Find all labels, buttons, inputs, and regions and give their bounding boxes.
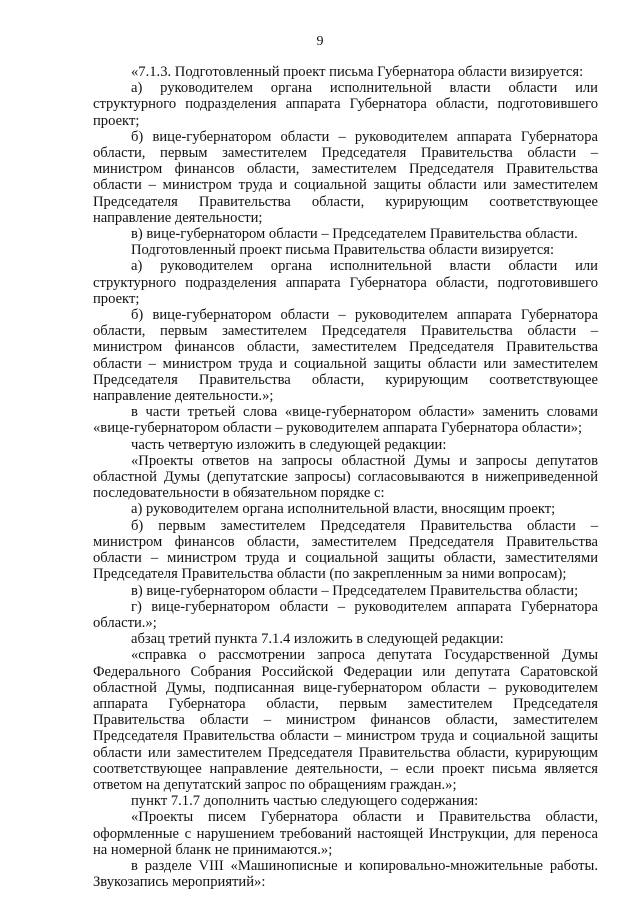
paragraph: б) вице-губернатором области – руководителем аппарата Губернатора области, первым заместителем Председателя Правительства области – министром финансов области, заместителем Председателя Правительства области – министром труда и социальной защиты области или заместителем Председателя Правительства области, курирующим соответствующее направление деятельности.»; xyxy=(93,307,598,405)
paragraph: в разделе VIII «Машинописные и копировально-множительные работы. Звукозапись мероприятий»: xyxy=(93,857,598,891)
paragraph: абзац третий пункта 7.1.4 изложить в следующей редакции: xyxy=(131,631,504,648)
paragraph: б) вице-губернатором области – руководителем аппарата Губернатора области, первым заместителем Председателя Правительства области – министром финансов области, заместителем Председателя Правительства области – министром труда и социальной защиты области или заместителем Председателя Правительства области, курирующим соответствующее направление деятельности; xyxy=(93,128,598,226)
paragraph: г) вице-губернатором области – руководителем аппарата Губернатора области.»; xyxy=(93,598,598,631)
paragraph: в) вице-губернатором области – Председателем Правительства области; xyxy=(131,582,579,599)
paragraph: пункт 7.1.7 дополнить частью следующего содержания: xyxy=(131,793,479,810)
document-body xyxy=(93,64,598,890)
paragraph: в) вице-губернатором области – Председателем Правительства области. xyxy=(131,226,578,243)
paragraph: «Проекты писем Губернатора области и Правительства области, оформленные с нарушением требований настоящей Инструкции, для переноса на номерной бланк не принимаются.»; xyxy=(93,809,598,858)
paragraph: в части третьей слова «вице-губернатором области» заменить словами «вице-губернатором области – руководителем аппарата Губернатора области»; xyxy=(93,404,598,437)
page-number: 9 xyxy=(316,34,324,49)
paragraph: «справка о рассмотрении запроса депутата Государственной Думы Федерального Собрания Российской Федерации или депутата Саратовской областной Думы, подписанная вице-губернатором области – руководителем аппарата Губернатора области, первым заместителем Председателя Правительства области – министром финансов области, заместителем Председателя Правительства области – министром труда и социальной защиты области или заместителем Председателя Правительства области, курирующим соответствующее направление деятельности, – если проект письма является ответом на депутатский запрос по обращениям граждан.»; xyxy=(93,647,598,793)
paragraph: б) первым заместителем Председателя Правительства области – министром финансов области, заместителем Председателя Правительства области – министром труда и социальной защиты области, заместителями Председателя Правительства области (по закрепленным за ними вопросам); xyxy=(93,517,598,583)
paragraph: Подготовленный проект письма Правительства области визируется: xyxy=(131,242,555,259)
paragraph: а) руководителем органа исполнительной власти области или структурного подразделения аппарата Губернатора области, подготовившего проект; xyxy=(93,258,598,307)
paragraph: часть четвертую изложить в следующей редакции: xyxy=(131,436,447,453)
paragraph: а) руководителем органа исполнительной власти области или структурного подразделения аппарата Губернатора области, подготовившего проект; xyxy=(93,80,598,129)
paragraph: а) руководителем органа исполнительной власти, вносящим проект; xyxy=(131,501,556,518)
paragraph: «7.1.3. Подготовленный проект письма Губернатора области визируется: xyxy=(131,64,584,80)
paragraph: «Проекты ответов на запросы областной Думы и запросы депутатов областной Думы (депутатские запросы) согласовываются в нижеприведенной последовательности в обязательном порядке с: xyxy=(93,452,598,502)
